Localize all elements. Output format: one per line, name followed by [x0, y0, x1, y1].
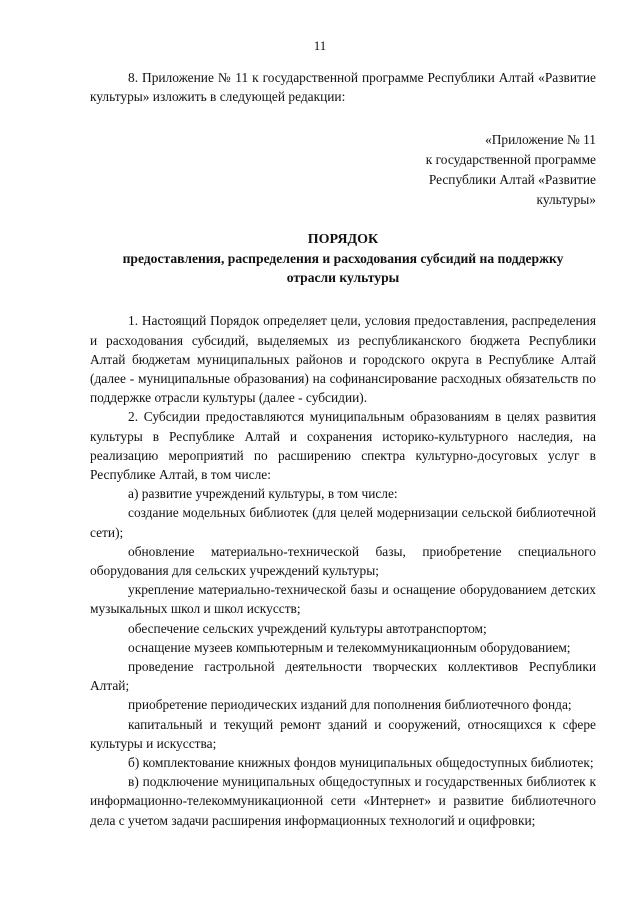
body-paragraph: обеспечение сельских учреждений культуры автотранспортом;	[128, 620, 487, 636]
body-paragraph: создание модельных библиотек (для целей модернизации сельской библиотечной сети);	[90, 505, 596, 540]
body-paragraph: в) подключение муниципальных общедоступных и государственных библиотек к информационно-телекоммуникационной сети «Интернет» и развитие библиотечного дела с учетом задачи расширения информационных технологий и оцифровки;	[90, 774, 596, 828]
body-paragraph: б) комплектование книжных фондов муниципальных общедоступных библиотек;	[128, 755, 594, 771]
body-paragraph: капитальный и текущий ремонт зданий и сооружений, относящихся к сфере культуры и искусства;	[90, 716, 596, 751]
annex-line: культуры»	[536, 192, 596, 208]
document-title: ПОРЯДОК	[307, 232, 379, 248]
body-paragraph: 1. Настоящий Порядок определяет цели, условия предоставления, распределения и расходования субсидий, выделяемых из республиканского бюджета Республики Алтай бюджетам муниципальных районов и городского округа в Республике Алтай (далее - муниципальные образования) на софинансирование расходных обязательств по поддержке отрасли культуры (далее - субсидии).	[90, 313, 596, 406]
document-body	[90, 311, 596, 829]
body-paragraph: а) развитие учреждений культуры, в том числе:	[128, 486, 398, 502]
body-paragraph: обновление материально-технической базы, приобретение специального оборудования для сельских учреждений культуры;	[90, 543, 596, 579]
document-title-block	[90, 230, 596, 287]
document-subtitle: предоставления, распределения и расходования субсидий на поддержку отрасли культуры	[122, 251, 564, 286]
body-paragraph: приобретение периодических изданий для пополнения библиотечного фонда;	[128, 697, 572, 713]
body-paragraph: укрепление материально-технической базы и оснащение оборудованием детских музыкальных школ и школ искусств;	[90, 582, 596, 617]
annex-reference	[376, 130, 596, 210]
annex-line: «Приложение № 11	[485, 132, 596, 148]
body-paragraph: проведение гастрольной деятельности творческих коллективов Республики Алтай;	[90, 659, 596, 694]
intro-paragraph: 8. Приложение № 11 к государственной программе Республики Алтай «Развитие культуры» изложить в следующей редакции:	[90, 70, 596, 105]
document-content	[90, 68, 596, 830]
annex-line: к государственной программе	[425, 152, 596, 168]
body-paragraph: оснащение музеев компьютерным и телекоммуникационным оборудованием;	[128, 639, 571, 655]
page-number: 11	[313, 38, 327, 53]
annex-line: Республики Алтай «Развитие	[428, 172, 596, 188]
body-paragraph: 2. Субсидии предоставляются муниципальным образованиям в целях развития культуры в Республике Алтай и сохранения историко-культурного наследия, на реализацию мероприятий по расширению спектра культурно-досуговых услуг в Республике Алтай, в том числе:	[90, 409, 596, 483]
